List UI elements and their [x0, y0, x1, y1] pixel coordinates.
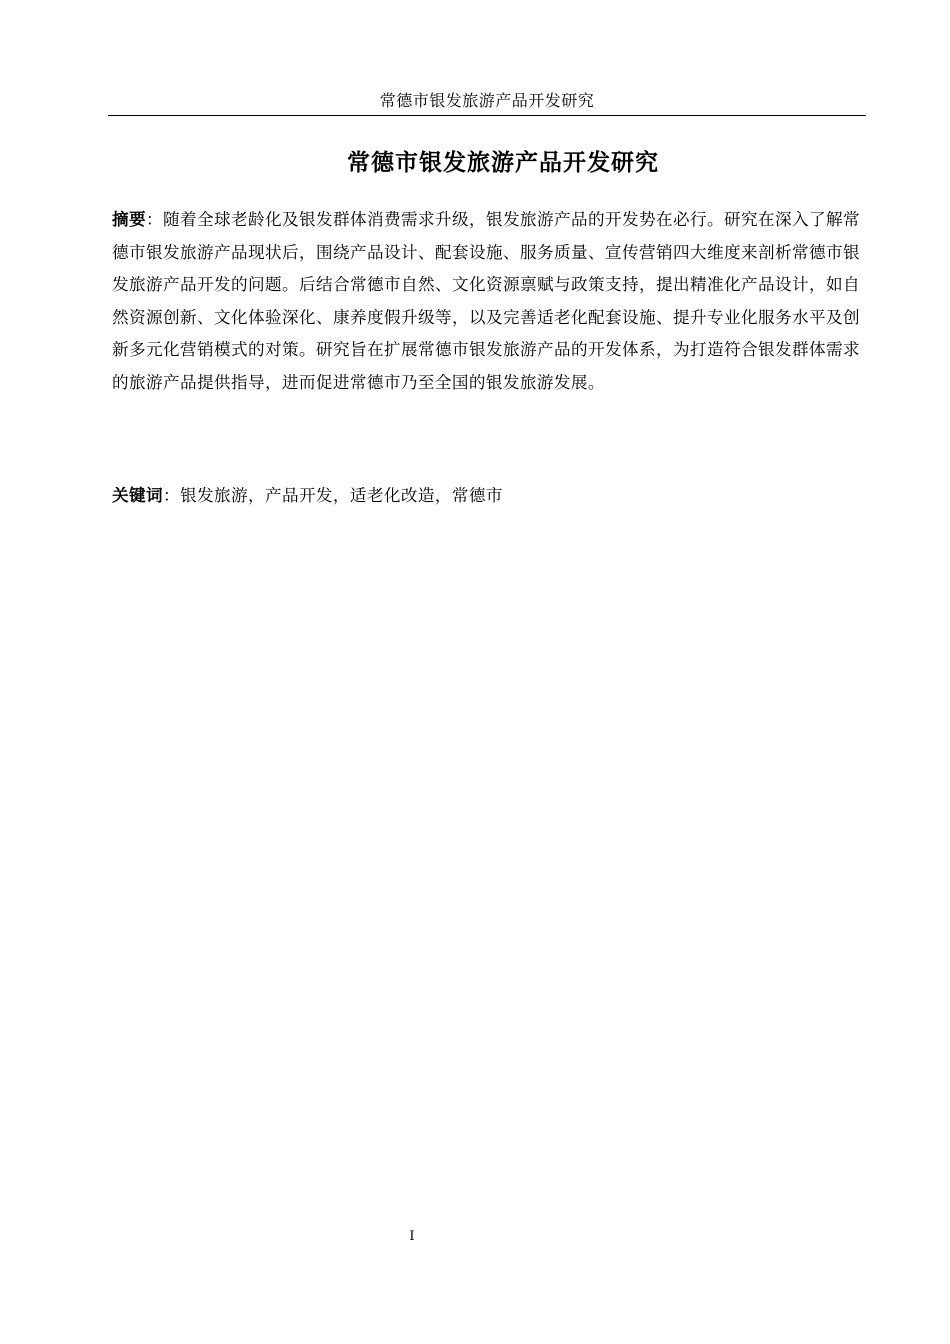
keywords-label: 关键词	[112, 486, 163, 505]
keywords-paragraph	[112, 481, 860, 511]
abstract-label: 摘要	[112, 210, 146, 229]
keywords-separator: ：	[162, 486, 180, 505]
keywords-text: 银发旅游，产品开发，适老化改造，常德市	[179, 486, 503, 505]
header-divider	[108, 115, 866, 116]
document-title: 常德市银发旅游产品开发研究	[347, 150, 659, 176]
abstract-text: 随着全球老龄化及银发群体消费需求升级，银发旅游产品的开发势在必行。研究在深入了解常德市银发旅游产品现状后，围绕产品设计、配套设施、服务质量、宣传营销四大维度来剖析常德市银发旅游产品开发的问题。后结合常德市自然、文化资源禀赋与政策支持，提出精准化产品设计，如自然资源创新、文化体验深化、康养度假升级等，以及完善适老化配套设施、提升专业化服务水平及创新多元化营销模式的对策。研究旨在扩展常德市银发旅游产品的开发体系，为打造符合银发群体需求的旅游产品提供指导，进而促进常德市乃至全国的银发旅游发展。	[112, 210, 860, 392]
abstract-paragraph	[112, 204, 860, 399]
abstract-separator: ：	[146, 210, 163, 229]
page-number: I	[409, 1229, 415, 1244]
running-header: 常德市银发旅游产品开发研究	[379, 91, 595, 110]
